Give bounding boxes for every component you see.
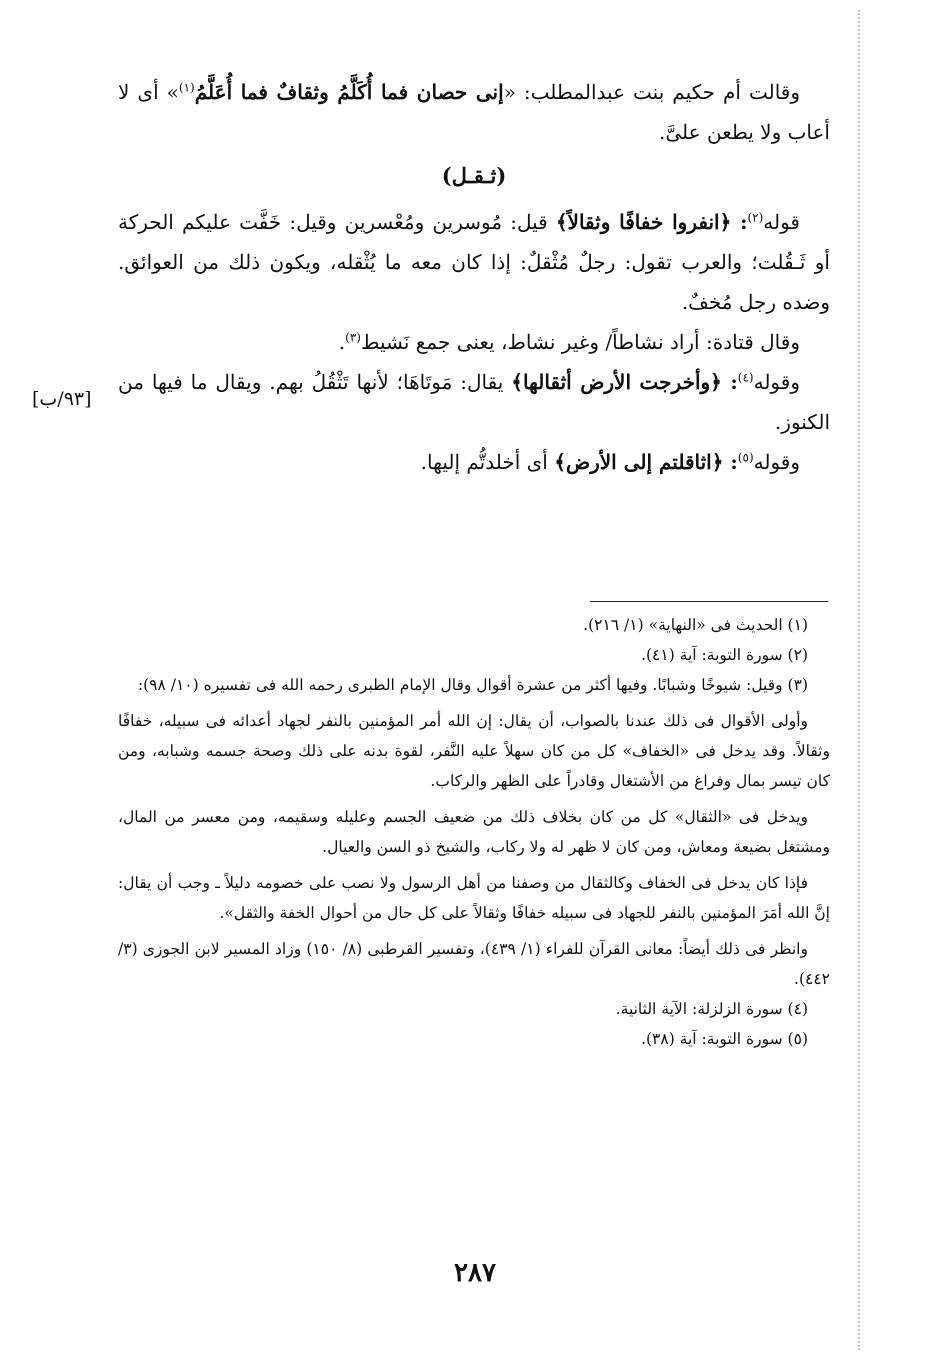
footnote-4: (٤) سورة الزلزلة: الآية الثانية. [615, 1000, 808, 1018]
footnote-ref: (٤) [737, 370, 754, 385]
footnote-3: (٣) وقيل: شيوخًا وشبابًا. وفيها أكثر من عشرة أقوال وقال الإمام الطبرى رحمه الله فى تفسيره (١٠/ ٩٨): [137, 676, 808, 694]
footnote-3-tabari-para-1: وأولى الأقوال فى ذلك عندنا بالصواب، أن يقال: إن الله أمر المؤمنين بالنفر لجهاد أعدائه فى سبيله، خفافًا وثقالاً. وقد يدخل فى «الخفاف» كل من كان سهلاً عليه النَّفر، لقوة بدنه على ذلك وصحة جسمه وشبابه، ومن كان تيسر بمال وفراغ من الأشتغال وقادراً على الظهر والركاب. [118, 712, 830, 790]
paragraph-ithaqaltum [118, 442, 830, 482]
text-span: » أى لا أعاب ولا يطعن علىَّ. [118, 80, 830, 144]
text-span: قوله [763, 210, 800, 234]
page-number: ٢٨٧ [454, 1258, 496, 1288]
footnote-ref: (٢) [747, 210, 764, 225]
text-span: . [338, 330, 346, 354]
main-text [118, 72, 830, 482]
text-span: أى أخلدتُّم إليها. [420, 450, 555, 474]
text-span: يقال: مَوتَاهَا؛ لأنها تَثْقُلُ بهم. ويقال ما فيها من الكنوز. [118, 370, 830, 434]
footnote-1: (١) الحديث فى «النهاية» (١/ ٢١٦). [583, 616, 808, 634]
footnote-ref: (٣) [345, 330, 361, 345]
quran-quote: : ﴿اثاقلتم إلى الأرض﴾ [554, 450, 738, 474]
section-heading: (ثـقـل) [441, 163, 507, 188]
footnote-3-tabari-para-3: فإذا كان يدخل فى الخفاف وكالثقال من وصفنا من أهل الرسول ولا نصب على خصومه دليلاً ـ وجب أن يقال: إنَّ الله أمَرَ المؤمنين بالنفر للجهاد فى سبيله خفافًا وثقالاً على كل حال من أحوال الخفة والثقل». [118, 874, 830, 922]
footnote-5: (٥) سورة التوبة: آية (٣٨). [641, 1030, 808, 1048]
paragraph-qatada [118, 322, 830, 362]
page-edge-dotted-line [858, 10, 860, 1350]
footnote-ref: (١) [178, 80, 195, 95]
manuscript-folio-reference: [٩٣/ب] [32, 388, 92, 410]
quote-span: إنى حصان فما أُكَلَّمُ وثقافٌ فما أُعَلَّمُ [194, 80, 504, 104]
paragraph-umm-hakim [118, 72, 830, 152]
text-span: وقوله [753, 450, 800, 474]
footnote-ref: (٥) [737, 450, 754, 465]
footnote-3-tabari-para-2: ويدخل فى «الثقال» كل من كان بخلاف ذلك من ضعيف الجسم وعليله وسقيمه، ومن معسر من المال، ومشتغل بضيعة ومعاش، ومن كان لا ظهر له ولا ركاب، والشيخ ذو السن والعيال. [118, 808, 830, 856]
text-span: قيل: مُوسرين ومُعْسرين وقيل: خَفَّت عليكم الحركة أو ثَـقُلت؛ والعرب تقول: رجلٌ مُثْقلٌ: إذا كان معه ما يُثْقله، ويكون ذلك من العوائق. وضده رجل مُخفٌ. [118, 210, 830, 314]
quran-quote: : ﴿انفروا خفافًا وثقالاً﴾ [555, 210, 748, 234]
footnote-2: (٢) سورة التوبة: آية (٤١). [641, 646, 808, 664]
paragraph-infiru [118, 202, 830, 322]
text-span: وقوله [753, 370, 800, 394]
paragraph-akhrajat [118, 362, 830, 442]
text-span: وقال قتادة: أراد نشاطاً/ وغير نشاط، يعنى جمع نَشيط [360, 330, 800, 354]
text-span: وقالت أم حكيم بنت عبدالمطلب: « [503, 80, 801, 104]
footnotes [118, 610, 830, 1054]
footnote-3-see-also: وانظر فى ذلك أيضاً: معانى القرآن للفراء (١/ ٤٣٩)، وتفسير القرطبى (٨/ ١٥٠) وزاد المسير لابن الجوزى (٣/ ٤٤٢). [118, 940, 830, 988]
footnote-separator [590, 601, 828, 602]
quran-quote: : ﴿وأخرجت الأرض أثقالها﴾ [511, 370, 738, 394]
